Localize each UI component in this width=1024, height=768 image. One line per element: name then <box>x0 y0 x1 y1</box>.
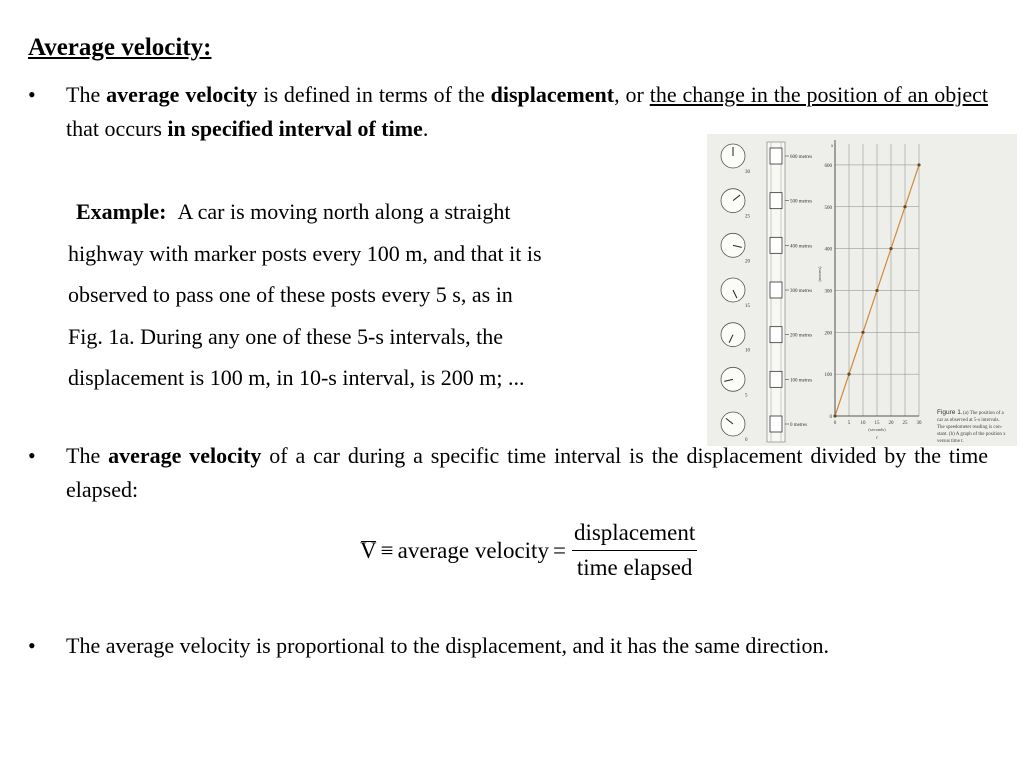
x-axis-letter: t <box>876 436 878 441</box>
x-tick-label: 20 <box>888 421 894 426</box>
clock-label: 20 <box>745 259 750 265</box>
car-icon <box>770 327 782 343</box>
term-average-velocity: average velocity <box>106 82 258 107</box>
clock-label: 30 <box>745 170 750 175</box>
equals-sign: = <box>552 537 566 563</box>
car-icon <box>770 148 782 164</box>
y-axis-letter: x <box>831 144 834 149</box>
figure-1 <box>707 134 1017 446</box>
x-tick-label: 25 <box>902 421 908 426</box>
y-tick-label: 400 <box>824 247 832 253</box>
car-icon <box>770 416 782 432</box>
underlined-definition: the change in the position of an object <box>649 82 989 107</box>
data-point <box>847 373 850 376</box>
formula-label: average velocity <box>397 537 549 563</box>
car-icon <box>770 282 782 298</box>
data-point <box>861 331 864 334</box>
slide-title: Average velocity: <box>28 34 212 61</box>
caption-line: (a) The position of a <box>963 411 1004 416</box>
y-tick-label: 0 <box>829 415 832 420</box>
marker-label: 0 metres <box>790 423 808 428</box>
text-run: . <box>422 116 429 141</box>
clock-label: 25 <box>745 214 750 220</box>
caption-line: The speedometer reading is con- <box>937 425 1003 430</box>
x-tick-label: 10 <box>860 421 866 426</box>
example-line <box>68 191 698 233</box>
clock-icon <box>721 367 745 391</box>
figure-svg <box>707 134 1017 446</box>
x-tick-label: 15 <box>874 421 880 426</box>
marker-label: 600 metres <box>790 155 813 160</box>
example-block <box>68 191 698 399</box>
x-tick-label: 0 <box>833 421 837 426</box>
caption-line: stant. (b) A graph of the position x <box>937 432 1006 437</box>
data-point <box>917 163 920 166</box>
x-tick-label: 30 <box>916 421 922 426</box>
example-text: A car is moving north along a straight <box>177 199 511 224</box>
clock-column <box>721 144 751 443</box>
data-point <box>875 289 878 292</box>
text-run: The <box>66 443 109 468</box>
marker-posts <box>785 155 812 428</box>
bullet-average-velocity <box>66 439 988 507</box>
example-line: Fig. 1a. During any one of these 5-s intervals, the <box>68 323 504 349</box>
term-displacement: displacement <box>490 82 615 107</box>
marker-label: 300 metres <box>790 289 813 294</box>
text-run: The <box>66 82 107 107</box>
caption-line: car as observed at 5-s intervals. <box>937 418 1000 423</box>
car-icon <box>770 371 782 387</box>
position-time-graph <box>817 140 922 441</box>
fraction <box>572 520 697 581</box>
y-axis-label: (metres) <box>817 266 822 282</box>
bullet-proportional: The average velocity is proportional to the displacement, and it has the same direction. <box>66 633 830 658</box>
y-tick-label: 100 <box>824 373 832 379</box>
y-tick-label: 500 <box>824 205 832 211</box>
term-average-velocity: average velocity <box>108 443 262 468</box>
clock-label: 15 <box>745 304 750 309</box>
velocity-formula <box>360 520 697 581</box>
example-line: highway with marker posts every 100 m, and that it is <box>68 240 542 266</box>
clock-label: 5 <box>745 393 748 399</box>
car-icon <box>770 237 782 253</box>
marker-label: 400 metres <box>790 244 813 250</box>
y-tick-label: 200 <box>824 331 832 337</box>
bullet-marker: • <box>28 82 36 107</box>
example-label: Example: <box>76 199 167 224</box>
car-icon <box>770 193 782 209</box>
x-tick-label: 5 <box>847 421 851 426</box>
example-line: displacement is 100 m, in 10-s interval, is 200 m; ... <box>68 365 525 390</box>
text-run: is defined in terms of the <box>257 82 491 107</box>
caption-line: versus time t. <box>937 439 964 444</box>
example-line: observed to pass one of these posts every 5 s, as in <box>68 282 513 307</box>
marker-label: 500 metres <box>790 199 813 205</box>
text-run: of a car during a specific time interval is the displacement divided by the time elapsed: <box>66 443 989 502</box>
marker-label: 100 metres <box>790 378 813 384</box>
text-run: , or <box>614 82 650 107</box>
marker-label: 200 metres <box>790 333 813 339</box>
clock-label: 10 <box>745 348 750 354</box>
data-point <box>903 205 906 208</box>
bullet-marker: • <box>28 633 36 658</box>
y-tick-label: 600 <box>824 163 832 169</box>
denominator: time elapsed <box>576 555 693 580</box>
velocity-symbol: V <box>360 537 377 563</box>
data-point <box>833 414 836 417</box>
caption-title: Figure 1. <box>937 409 963 416</box>
term-interval-of-time: in specified interval of time <box>167 116 423 141</box>
clock-label: 0 <box>745 438 748 443</box>
equiv-sign: ≡ <box>380 537 394 563</box>
bullet-marker: • <box>28 443 36 468</box>
numerator: displacement <box>572 520 697 551</box>
data-point <box>889 247 892 250</box>
x-axis-label: (seconds) <box>868 427 886 432</box>
y-tick-label: 300 <box>824 289 832 295</box>
text-run: that occurs <box>66 116 168 141</box>
